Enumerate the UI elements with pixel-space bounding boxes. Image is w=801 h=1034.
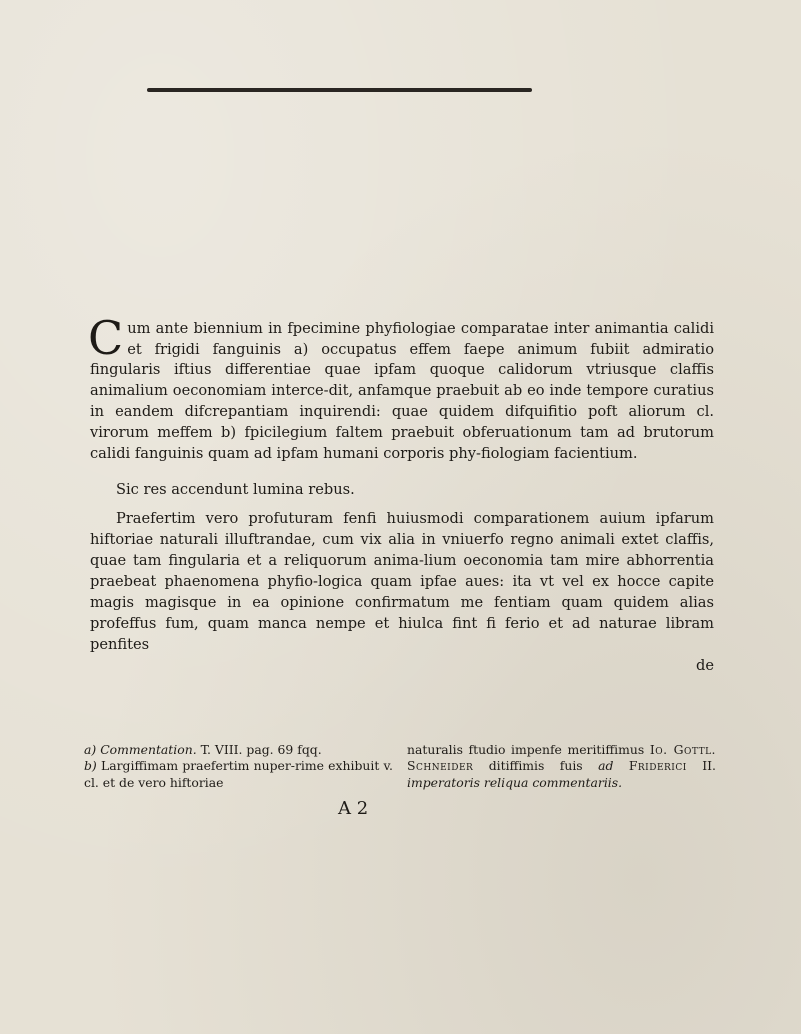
drop-cap: C [88, 310, 124, 365]
footnote-b: b) Largiffimam praefertim nuper-rime exhibuit v. cl. et de vero hiftoriae [84, 758, 393, 790]
signature-mark: A 2 [338, 798, 369, 819]
footnote-column-2 [407, 742, 716, 791]
footnote-b-continued: naturalis ftudio impenfe meritiffimus Io. Gottl. Schneider ditiffimis fuis ad Friderici II. imperatoris reliqua commentariis. [407, 742, 716, 790]
footnotes [84, 742, 716, 791]
paragraph-3: Praefertim vero profuturam fenfi huiusmodi comparationem auium ipfarum hiftoriae naturali illuftrandae, cum vix alia in vniuerfo regno animali extet claffis, quae tam fingularia et a reliquorum anima-lium oeconomia tam mire abhorrentia praebeat phaenomena phyfio-logica quam ipfae aues: ita vt vel ex hocce capite magis magisque in ea opinione confirmatum me fentiam quam quidem alias profeffus fum, quam manca nempe et hiulca fint fi ferio et ad naturae libram penfites [90, 510, 714, 653]
footnote-a: a) Commentation. T. VIII. pag. 69 fqq. [84, 742, 322, 757]
catchword: de [696, 656, 714, 674]
paragraph-1 [88, 310, 714, 465]
footnote-column-1 [84, 742, 393, 791]
paragraph-1-text: um ante biennium in fpecimine phyfiologiae comparatae inter animantia calidi et frigidi fanguinis a) occupatus effem faepe animum fubiit admiratio fingularis iftius differentiae quae ipfam quoque calidorum vtriusque claffis animalium oeconomiam interce-dit, anfamque praebuit ab eo inde tempore curatius in eandem difcrepantiam inquirendi: quae quidem difquifitio poft aliorum cl. virorum meffem b) fpicilegium faltem praebuit obferuationum tam ad brutorum calidi fanguinis quam ad ipfam humani corporis phy-fiologiam facientium. [90, 319, 714, 463]
header-rule [147, 88, 532, 92]
main-text [90, 304, 714, 677]
paragraph-2: Sic res accendunt lumina rebus. [116, 480, 355, 498]
